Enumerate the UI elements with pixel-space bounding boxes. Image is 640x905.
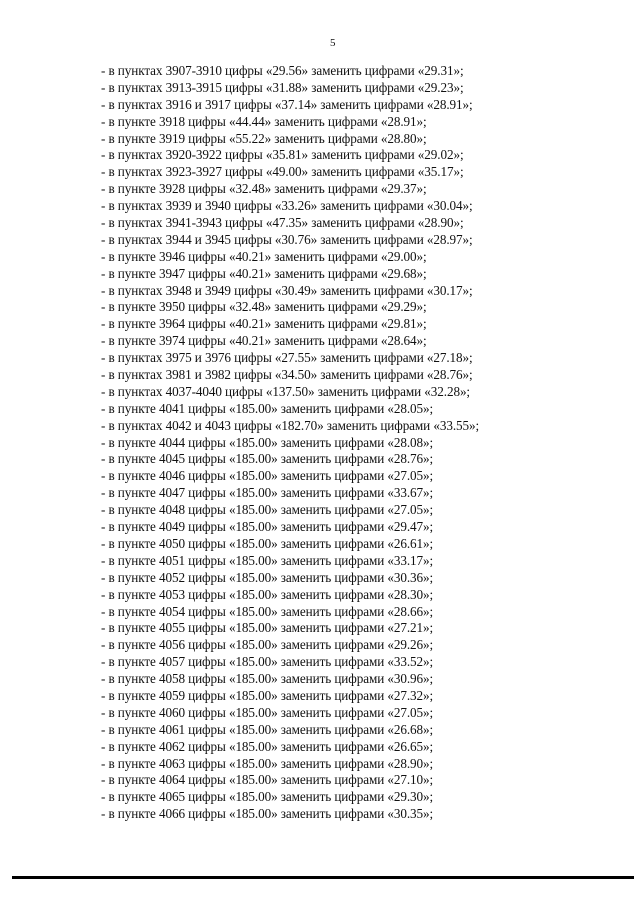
amendment-line: - в пункте 4048 цифры «185.00» заменить цифрами «27.05»; [101,502,434,518]
amendment-line: - в пункте 4062 цифры «185.00» заменить цифрами «26.65»; [101,738,434,754]
amendment-line: - в пункте 3974 цифры «40.21» заменить цифрами «28.64»; [101,333,427,349]
amendment-line: - в пункте 4060 цифры «185.00» заменить цифрами «27.05»; [101,704,434,720]
amendment-line: - в пунктах 3939 и 3940 цифры «33.26» заменить цифрами «30.04»; [101,198,473,214]
amendment-line: - в пунктах 3920-3922 цифры «35.81» заменить цифрами «29.02»; [101,147,464,163]
amendment-line: - в пункте 4056 цифры «185.00» заменить цифрами «29.26»; [101,637,434,653]
amendment-line: - в пункте 4050 цифры «185.00» заменить цифрами «26.61»; [101,535,434,551]
amendment-line: - в пункте 3946 цифры «40.21» заменить цифрами «29.00»; [101,248,427,264]
amendment-line: - в пункте 4046 цифры «185.00» заменить цифрами «27.05»; [101,468,434,484]
amendment-line: - в пункте 3919 цифры «55.22» заменить цифрами «28.80»; [101,130,427,146]
amendment-line: - в пункте 4057 цифры «185.00» заменить цифрами «33.52»; [101,654,434,670]
amendment-line: - в пунктах 3923-3927 цифры «49.00» заменить цифрами «35.17»; [101,164,464,180]
amendment-line: - в пункте 3947 цифры «40.21» заменить цифрами «29.68»; [101,265,427,281]
amendment-line: - в пункте 3928 цифры «32.48» заменить цифрами «29.37»; [101,181,427,197]
bottom-rule [12,876,634,879]
amendment-line: - в пунктах 3941-3943 цифры «47.35» заменить цифрами «28.90»; [101,215,464,231]
amendment-line: - в пункте 4047 цифры «185.00» заменить цифрами «33.67»; [101,485,434,501]
amendment-line: - в пункте 4049 цифры «185.00» заменить цифрами «29.47»; [101,519,434,535]
amendment-line: - в пунктах 3948 и 3949 цифры «30.49» заменить цифрами «30.17»; [101,282,473,298]
amendment-line: - в пунктах 3916 и 3917 цифры «37.14» заменить цифрами «28.91»; [101,96,473,112]
amendment-line: - в пункте 4041 цифры «185.00» заменить цифрами «28.05»; [101,400,434,416]
amendment-line: - в пункте 4058 цифры «185.00» заменить цифрами «30.96»; [101,671,434,687]
amendment-line: - в пунктах 3981 и 3982 цифры «34.50» заменить цифрами «28.76»; [101,367,473,383]
amendment-line: - в пункте 4052 цифры «185.00» заменить цифрами «30.36»; [101,569,434,585]
amendment-line: - в пункте 4059 цифры «185.00» заменить цифрами «27.32»; [101,687,434,703]
amendment-line: - в пункте 4061 цифры «185.00» заменить цифрами «26.68»; [101,721,434,737]
amendment-line: - в пунктах 3913-3915 цифры «31.88» заменить цифрами «29.23»; [101,79,464,95]
amendment-line: - в пунктах 4037-4040 цифры «137.50» заменить цифрами «32.28»; [101,383,471,399]
amendment-line: - в пункте 3950 цифры «32.48» заменить цифрами «29.29»; [101,299,427,315]
amendment-line: - в пункте 4055 цифры «185.00» заменить цифрами «27.21»; [101,620,434,636]
amendment-line: - в пункте 3964 цифры «40.21» заменить цифрами «29.81»; [101,316,427,332]
amendment-line: - в пункте 4063 цифры «185.00» заменить цифрами «28.90»; [101,755,434,771]
amendment-line: - в пунктах 3975 и 3976 цифры «27.55» заменить цифрами «27.18»; [101,350,473,366]
amendment-line: - в пункте 4051 цифры «185.00» заменить цифрами «33.17»; [101,552,434,568]
amendment-line: - в пункте 4064 цифры «185.00» заменить цифрами «27.10»; [101,772,434,788]
amendment-line: - в пункте 4053 цифры «185.00» заменить цифрами «28.30»; [101,586,434,602]
page-number: 5 [330,37,336,49]
amendment-line: - в пункте 4045 цифры «185.00» заменить цифрами «28.76»; [101,451,434,467]
amendment-line: - в пунктах 4042 и 4043 цифры «182.70» заменить цифрами «33.55»; [101,417,480,433]
amendment-line: - в пунктах 3944 и 3945 цифры «30.76» заменить цифрами «28.97»; [101,231,473,247]
amendment-list [101,63,479,823]
amendment-line: - в пунктах 3907-3910 цифры «29.56» заменить цифрами «29.31»; [101,63,464,78]
amendment-line: - в пункте 4065 цифры «185.00» заменить цифрами «29.30»; [101,789,434,805]
amendment-line: - в пункте 4044 цифры «185.00» заменить цифрами «28.08»; [101,434,434,450]
amendment-line: - в пункте 4066 цифры «185.00» заменить цифрами «30.35»; [101,806,434,822]
amendment-line: - в пункте 4054 цифры «185.00» заменить цифрами «28.66»; [101,603,434,619]
amendment-line: - в пункте 3918 цифры «44.44» заменить цифрами «28.91»; [101,113,427,129]
